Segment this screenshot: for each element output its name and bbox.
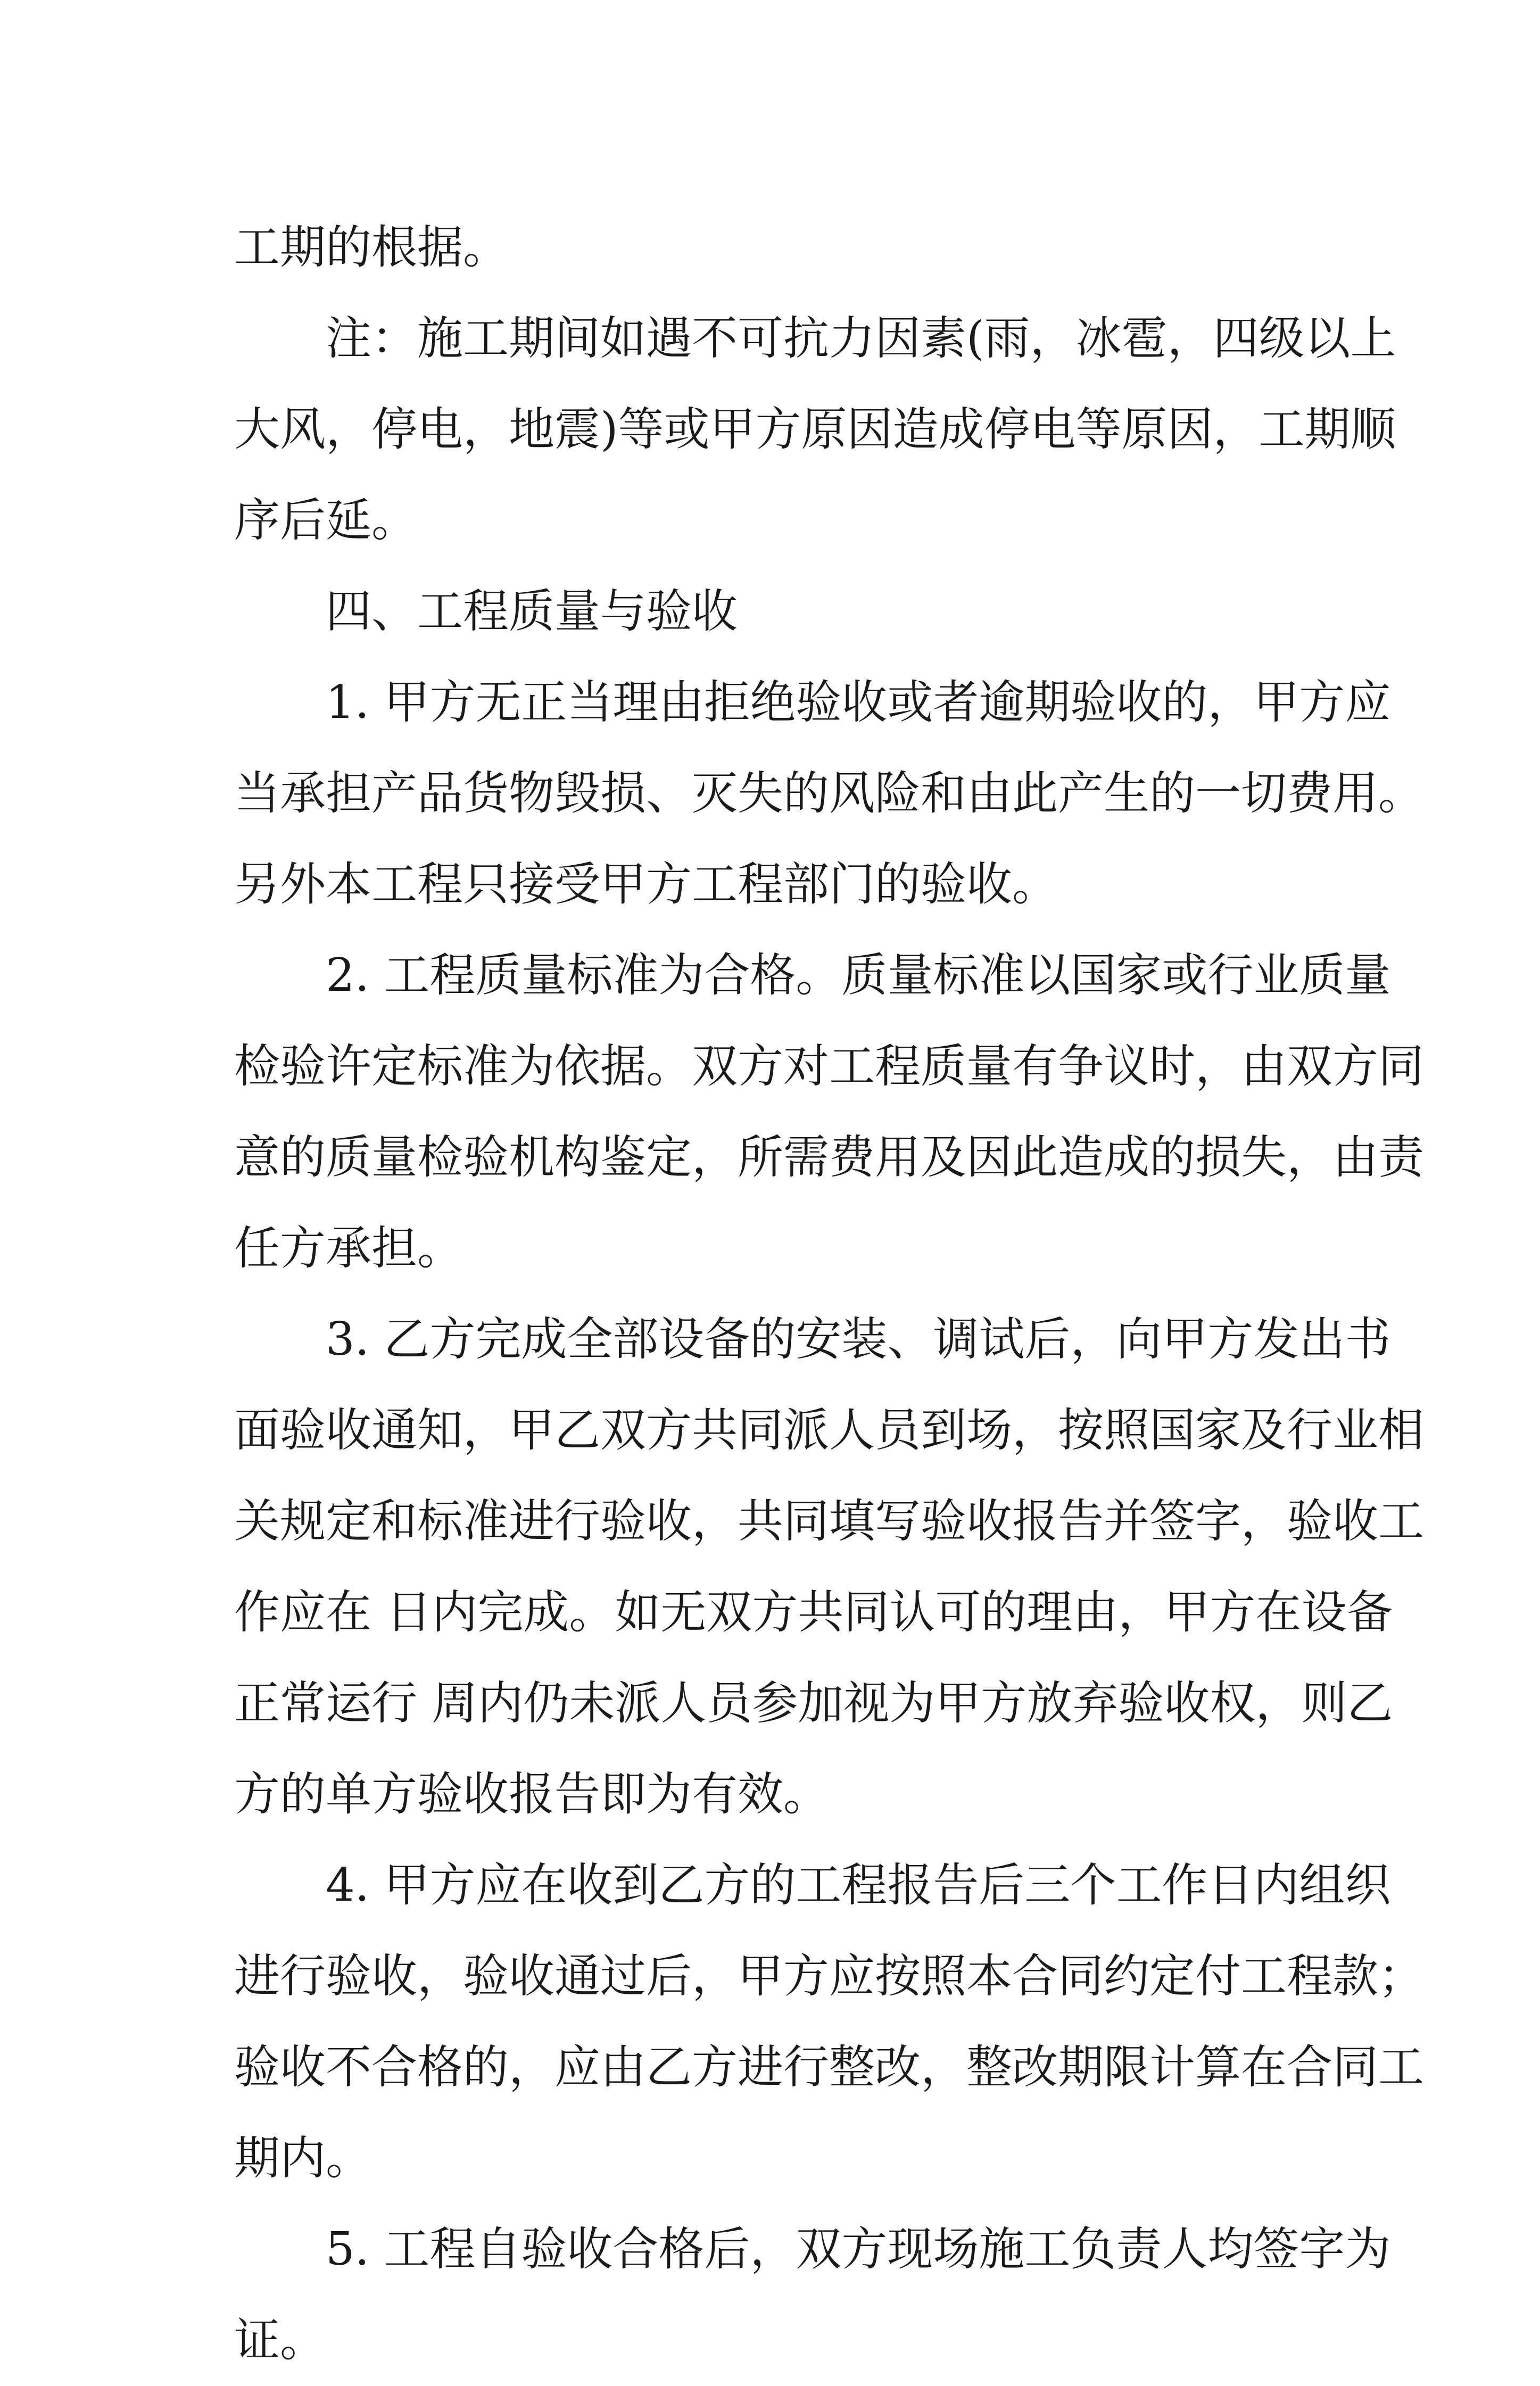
text-line: 2. 工程质量标准为合格。质量标准以国家或行业质量: [326, 949, 1391, 1002]
text-line: 关规定和标准进行验收，共同填写验收报告并签字，验收工: [234, 1495, 1424, 1548]
text-line: 验收不合格的，应由乙方进行整改，整改期限计算在合同工: [234, 2041, 1424, 2094]
text-line: 期内。: [234, 2132, 371, 2185]
document-body: [234, 202, 1424, 2386]
text-line: 检验许定标准为依据。双方对工程质量有争议时，由双方同: [234, 1040, 1424, 1093]
text-line: 另外本工程只接受甲方工程部门的验收。: [234, 858, 1058, 911]
text-line: 4. 甲方应在收到乙方的工程报告后三个工作日内组织: [326, 1859, 1391, 1912]
text-line: 注：施工期间如遇不可抗力因素(雨，冰雹，四级以上: [326, 312, 1396, 365]
text-line: 任方承担。: [234, 1222, 463, 1275]
text-line: 作应在 日内完成。如无双方共同认可的理由，甲方在设备: [234, 1586, 1393, 1639]
section-heading: 四、工程质量与验收: [326, 585, 738, 638]
text-line: 方的单方验收报告即为有效。: [234, 1768, 829, 1821]
text-line: 当承担产品货物毁损、灭失的风险和由此产生的一切费用。: [234, 767, 1424, 820]
text-line: 5. 工程自验收合格后，双方现场施工负责人均签字为: [326, 2223, 1391, 2276]
text-line: 正常运行 周内仍未派人员参加视为甲方放弃验收权，则乙: [234, 1677, 1393, 1730]
text-line: 意的质量检验机构鉴定，所需费用及因此造成的损失，由责: [234, 1131, 1424, 1184]
text-line: 进行验收，验收通过后，甲方应按照本合同约定付工程款；: [234, 1950, 1424, 2003]
text-line: 面验收通知，甲乙双方共同派人员到场，按照国家及行业相: [234, 1404, 1424, 1457]
text-line: 证。: [234, 2314, 326, 2367]
text-line: 工期的根据。: [234, 221, 509, 274]
text-line: 3. 乙方完成全部设备的安装、调试后，向甲方发出书: [326, 1313, 1391, 1366]
text-line: 序后延。: [234, 494, 417, 547]
text-line: 大风，停电，地震)等或甲方原因造成停电等原因，工期顺: [234, 403, 1396, 456]
text-line: 1. 甲方无正当理由拒绝验收或者逾期验收的，甲方应: [326, 676, 1391, 729]
